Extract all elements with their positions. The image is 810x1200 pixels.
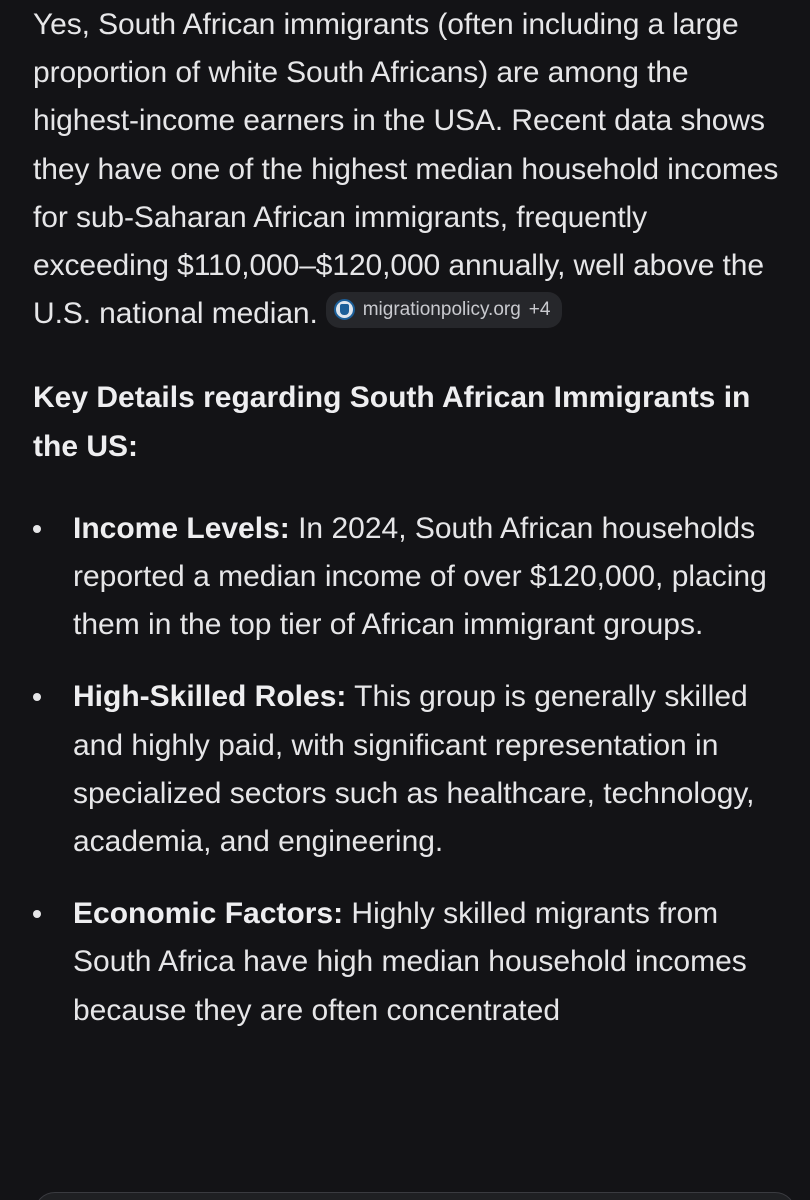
list-item-income-levels [33,505,783,650]
bullet-icon [33,910,41,918]
list-item-label: Economic Factors: [73,897,344,931]
source-chip-more: +4 [528,298,551,320]
migrationpolicy-favicon-icon [334,299,355,320]
list-item-label: High-Skilled Roles: [73,680,347,714]
ai-response [33,1,783,1059]
bullet-icon [33,525,41,533]
intro-paragraph [33,1,783,338]
bullet-icon [33,693,41,701]
details-list [33,505,783,1035]
list-item-text: In 2024, South African households reported a median income of over $120,000, placing them in the top tier of African immigrant groups. [73,511,767,642]
source-chip[interactable] [326,292,563,328]
list-item-high-skilled-roles [33,673,783,866]
list-item-text: This group is generally skilled and highly paid, with significant representation in specialized sectors such as healthcare, technology, academia, and engineering. [73,680,755,859]
source-chip-site: migrationpolicy.org [362,298,521,320]
list-item-text: Highly skilled migrants from South Africa have high median household incomes because they are often concentrated [73,897,747,1027]
section-heading: Key Details regarding South African Immigrants in the US: [33,381,751,463]
intro-text: Yes, South African immigrants (often including a large proportion of white South Africans) are among the highest-income earners in the USA. Recent data shows they have one of the highest median household incomes for sub-Saharan African immigrants, frequently exceeding $110,000–$120,000 annually, well above the U.S. national median. [33,8,779,331]
input-bar-edge[interactable] [34,1192,796,1200]
list-item-label: Income Levels: [73,511,290,545]
list-item-economic-factors [33,890,783,1035]
